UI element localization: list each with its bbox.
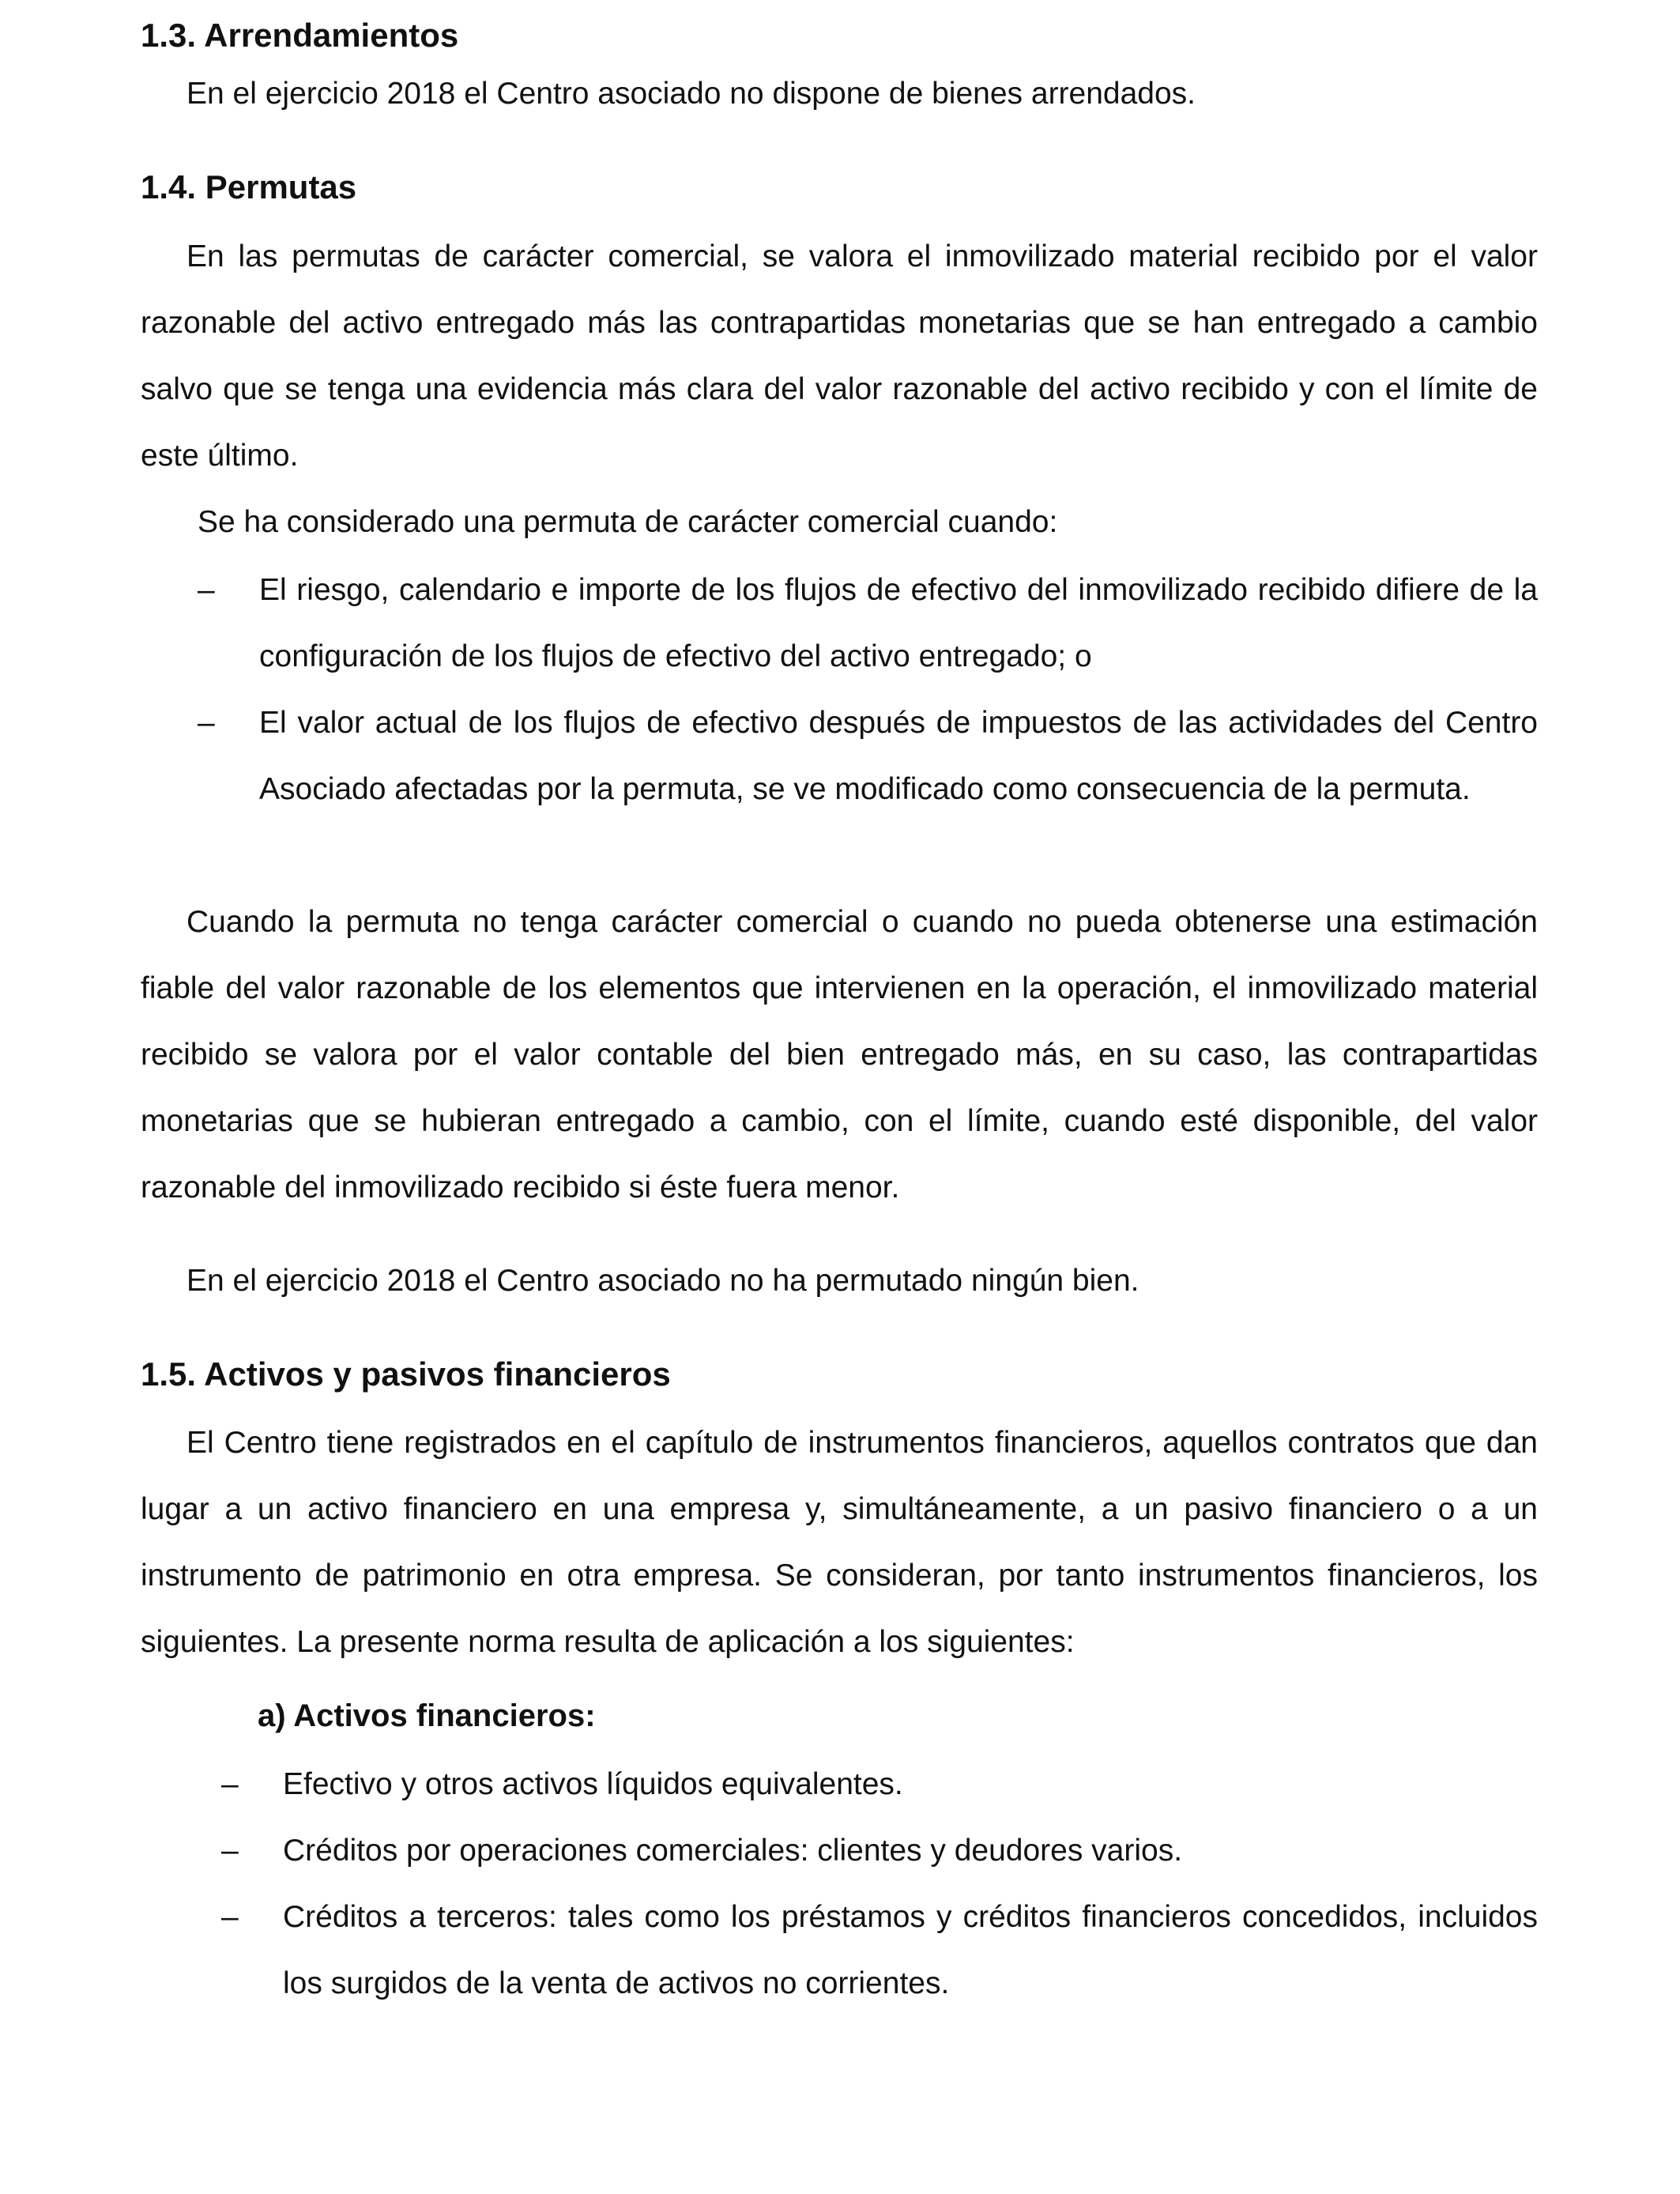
subheading-activos-financieros: a) Activos financieros: xyxy=(258,1698,596,1733)
list-item-text: El riesgo, calendario e importe de los flujos de efectivo del inmovilizado recibido difiere de la configuración de los flujos de efectivo del activo entregado; o xyxy=(259,573,1538,673)
paragraph-arrendamientos: En el ejercicio 2018 el Centro asociado no dispone de bienes arrendados. xyxy=(186,77,1196,111)
list-item xyxy=(221,1818,1538,1884)
list-item-text: El valor actual de los flujos de efectivo después de impuestos de las actividades del Centro Asociado afectadas por la permuta, se ve modificado como consecuencia de la permuta. xyxy=(259,706,1538,806)
paragraph-permutas-valoracion: En las permutas de carácter comercial, se valora el inmovilizado material recibido por el valor razonable del activo entregado más las contrapartidas monetarias que se han entregado a cambio salvo que se tenga una evidencia más clara del valor razonable del activo recibido y con el límite de este último. xyxy=(141,239,1538,473)
bullet-dash: – xyxy=(221,1767,239,1801)
list-item xyxy=(221,1884,1538,2017)
list-item xyxy=(198,557,1538,690)
section-heading-permutas: 1.4. Permutas xyxy=(141,168,357,205)
list-item-text: Efectivo y otros activos líquidos equivalentes. xyxy=(283,1767,903,1801)
list-item-text: Créditos a terceros: tales como los préstamos y créditos financieros concedidos, incluidos los surgidos de la venta de activos no corrientes. xyxy=(283,1900,1538,2000)
paragraph-permutas-no-comercial: Cuando la permuta no tenga carácter comercial o cuando no pueda obtenerse una estimación fiable del valor razonable de los elementos que intervienen en la operación, el inmovilizado material recibido se valora por el valor contable del bien entregado más, en su caso, las contrapartidas monetarias que se hubieran entregado a cambio, con el límite, cuando esté disponible, del valor razonable del inmovilizado recibido si éste fuera menor. xyxy=(141,905,1538,1204)
bullet-dash: – xyxy=(221,1834,239,1868)
list-item xyxy=(221,1751,1538,1818)
bullet-dash: – xyxy=(198,706,215,740)
paragraph-permuta-intro: Se ha considerado una permuta de carácter comercial cuando: xyxy=(198,505,1058,539)
bullet-dash: – xyxy=(221,1900,239,1934)
list-item-text: Créditos por operaciones comerciales: clientes y deudores varios. xyxy=(283,1834,1183,1868)
paragraph-permutas-ejercicio: En el ejercicio 2018 el Centro asociado no ha permutado ningún bien. xyxy=(186,1264,1139,1298)
list-item xyxy=(198,690,1538,823)
paragraph-instrumentos-financieros: El Centro tiene registrados en el capítulo de instrumentos financieros, aquellos contratos que dan lugar a un activo financiero en una empresa y, simultáneamente, a un pasivo financiero o a un instrumento de patrimonio en otra empresa. Se consideran, por tanto instrumentos financieros, los siguientes. La presente norma resulta de aplicación a los siguientes: xyxy=(141,1426,1538,1659)
document-page xyxy=(141,0,1539,2194)
section-heading-arrendamientos: 1.3. Arrendamientos xyxy=(141,17,459,54)
bullet-dash: – xyxy=(198,573,215,607)
section-heading-activos-pasivos: 1.5. Activos y pasivos financieros xyxy=(141,1355,671,1393)
